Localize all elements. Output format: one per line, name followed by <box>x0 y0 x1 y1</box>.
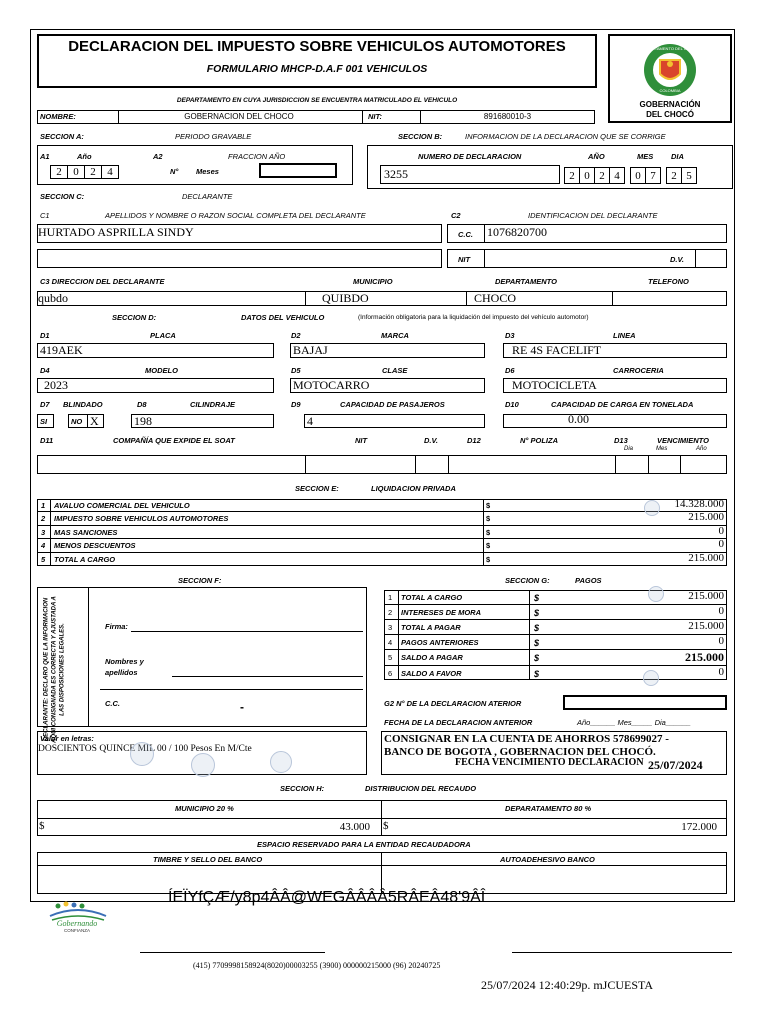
row-currency: $ <box>534 653 540 663</box>
telefono-label: TELEFONO <box>648 277 689 286</box>
declarante-nombre-field-2 <box>37 249 442 268</box>
a2-label: A2 <box>153 152 163 161</box>
no-mark: X <box>90 414 99 428</box>
d9-label: D9 <box>291 400 301 409</box>
poliza-label: N° POLIZA <box>520 436 558 445</box>
row-currency: $ <box>534 669 540 679</box>
watermark-stamp-icon <box>191 753 215 777</box>
timestamp: 25/07/2024 12:40:29p. mJCUESTA <box>481 978 654 992</box>
departamento-value: 172.000 <box>681 821 717 833</box>
pasajeros-field <box>304 414 485 428</box>
modelo-label: MODELO <box>145 366 178 375</box>
row-value: 0 <box>718 605 724 617</box>
seccion-b-title: INFORMACION DE LA DECLARACION QUE SE CORRIGE <box>465 132 666 141</box>
fraccion-label: FRACCION AÑO <box>228 152 286 161</box>
divider <box>362 110 363 124</box>
seccion-e-title: LIQUIDACION PRIVADA <box>371 484 456 493</box>
barcode-line-right <box>512 952 732 953</box>
blindado-label: BLINDADO <box>63 400 103 409</box>
seccion-d-title: DATOS DEL VEHICULO <box>241 313 325 322</box>
b-dia-label: DIA <box>671 152 684 161</box>
seccion-a-label: SECCION A: <box>40 132 84 141</box>
divider <box>50 526 51 539</box>
nombres-label-1: Nombres y <box>105 657 144 666</box>
meses-field[interactable] <box>259 163 337 178</box>
d12-label: D12 <box>467 436 481 445</box>
declarante-nombre: HURTADO ASPRILLA SINDY <box>38 225 194 239</box>
linea: RE 4S FACELIFT <box>512 343 602 357</box>
row-currency: $ <box>486 514 491 524</box>
c1-label: C1 <box>40 211 50 220</box>
no-label: NO <box>71 417 83 426</box>
municipio-label: MUNICIPIO <box>353 277 393 286</box>
barcode-digits: (415) 7709998158924(8020)00003255 (3900) 000000215000 (96) 20240725 <box>193 961 441 970</box>
logo-text-1: Gobernando <box>56 919 98 928</box>
b-anio-digit: 0 <box>579 167 595 184</box>
venc-mes-label: Mes <box>656 446 668 452</box>
b-mes-digit: 0 <box>630 167 646 184</box>
divider <box>695 249 696 268</box>
row-value: 0 <box>718 666 724 678</box>
a1-label: A1 <box>40 152 50 161</box>
consignar-line-3: FECHA VENCIMIENTO DECLARACION <box>455 757 644 768</box>
form-title: DECLARACION DEL IMPUESTO SOBRE VEHICULOS AUTOMOTORES <box>68 38 566 55</box>
row-number: 2 <box>41 514 46 524</box>
linea-label: LINEA <box>613 331 636 340</box>
row-value: 0 <box>718 524 724 537</box>
row-currency: $ <box>534 608 540 618</box>
row-number: 2 <box>388 608 393 617</box>
c-dv-label: D.V. <box>670 255 684 264</box>
divider <box>484 224 485 243</box>
placa: 419AEK <box>40 343 83 357</box>
si-label: SI <box>40 417 48 426</box>
row-currency: $ <box>486 501 491 510</box>
b-dia-digit: 2 <box>666 167 682 184</box>
row-label: TOTAL A CARGO <box>401 593 463 602</box>
nombres-line <box>172 676 363 677</box>
modelo-field <box>37 378 274 393</box>
carroceria-label: CARROCERIA <box>613 366 664 375</box>
cilindraje-field <box>131 414 274 428</box>
seccion-a-title: PERIODO GRAVABLE <box>175 132 252 141</box>
seccion-g-label: SECCION G: <box>505 576 550 585</box>
entity-nombre: GOBERNACION DEL CHOCO <box>184 112 294 121</box>
row-number: 1 <box>41 501 46 510</box>
venc-dia-label: Dia <box>624 446 634 452</box>
timbre-label: TIMBRE Y SELLO DEL BANCO <box>153 855 263 864</box>
municipio: QUIBDO <box>322 291 369 305</box>
d11-label: D11 <box>40 436 54 445</box>
g2-field[interactable] <box>563 695 727 710</box>
venc-label: VENCIMIENTO <box>657 436 709 445</box>
seccion-g-title: PAGOS <box>575 576 602 585</box>
barcode-line-left <box>140 952 325 953</box>
logo-caption-1: GOBERNACIÓN <box>639 100 701 109</box>
divider <box>381 852 382 894</box>
c1-title: APELLIDOS Y NOMBRE O RAZON SOCIAL COMPLETA DEL DECLARANTE <box>105 211 366 220</box>
row-currency: $ <box>534 593 540 603</box>
cc-label: C.C. <box>458 230 473 239</box>
c2-label: C2 <box>451 211 461 220</box>
d-nit-label: NIT <box>355 436 368 445</box>
form-subtitle: FORMULARIO MHCP-D.A.F 001 VEHICULOS <box>206 63 428 75</box>
row-number: 4 <box>388 638 393 647</box>
divider <box>50 539 51 552</box>
d7-label: D7 <box>40 400 50 409</box>
row-number: 6 <box>388 669 393 678</box>
departamento: CHOCO <box>474 291 517 305</box>
row-value: 215.000 <box>688 511 724 524</box>
nombres-line-2 <box>100 689 363 690</box>
soat-label: COMPAÑÍA QUE EXPIDE EL SOAT <box>113 436 235 445</box>
carga: 0.00 <box>568 412 589 426</box>
row-value: 0 <box>718 538 724 551</box>
nombre-label: NOMBRE: <box>40 112 76 121</box>
row-label: INTERESES DE MORA <box>401 608 482 617</box>
venc-anio-label: Año <box>696 446 707 452</box>
row-number: 3 <box>388 623 393 632</box>
row-value: 215.000 <box>688 590 724 602</box>
divider <box>612 291 613 306</box>
firma-line <box>131 631 363 632</box>
seccion-b-label: SECCION B: <box>398 132 443 141</box>
row-number: 5 <box>388 653 393 662</box>
logo-ring-text-top: DEPARTAMENTO DEL CHOCÓ <box>641 46 699 51</box>
clase-label: CLASE <box>382 366 408 375</box>
row-value: 14.328.000 <box>674 498 724 510</box>
row-currency: $ <box>534 623 540 633</box>
row-label: SALDO A PAGAR <box>401 653 463 662</box>
firma-label: Firma: <box>105 622 128 631</box>
row-number: 5 <box>41 554 46 564</box>
divider <box>50 512 51 525</box>
b-anio-digit: 2 <box>594 167 610 184</box>
fecha-vencimiento: 25/07/2024 <box>648 758 703 772</box>
row-label: TOTAL A PAGAR <box>401 623 461 632</box>
fecha-anterior-label: FECHA DE LA DECLARACION ANTERIOR <box>384 718 533 727</box>
c2-title: IDENTIFICACION DEL DECLARANTE <box>528 211 658 220</box>
divider <box>305 291 306 306</box>
row-currency: $ <box>486 554 491 564</box>
barcode-text: ÍEÏYfÇÆ/y8p4ÂÂ@WEGÂÂÂÂ5RÂEÂ48'9ÂÎ <box>168 889 486 906</box>
placa-label: PLACA <box>150 331 176 340</box>
declarante-cc: 1076820700 <box>487 225 547 239</box>
a1-digit: 2 <box>84 165 102 179</box>
a1-digit: 0 <box>67 165 85 179</box>
divider <box>87 414 88 428</box>
seccion-d-label: SECCION D: <box>112 313 157 322</box>
d13-label: D13 <box>614 436 628 445</box>
divider <box>50 499 51 512</box>
row-value: 215.000 <box>688 551 724 564</box>
consignar-line-2: BANCO DE BOGOTA , GOBERNACION DEL CHOCÓ. <box>384 746 656 758</box>
seccion-h-title: DISTRIBUCION DEL RECAUDO <box>365 784 477 793</box>
nit-label: NIT: <box>368 112 383 121</box>
entity-nit: 891680010-3 <box>483 112 532 121</box>
d6-label: D6 <box>505 366 515 375</box>
row-number: 1 <box>388 593 393 602</box>
numero-declaracion: 3255 <box>384 167 408 181</box>
cilindraje-label: CILINDRAJE <box>190 400 236 409</box>
c-nit-label: NIT <box>458 255 471 264</box>
divider <box>305 455 306 474</box>
g2-label: G2 N° DE LA DECLARACION ATERIOR <box>384 699 522 708</box>
watermark-stamp-icon <box>130 742 154 766</box>
valor-letras-label: Valor en letras: <box>40 734 94 743</box>
d8-label: D8 <box>137 400 147 409</box>
banco-box <box>37 852 727 894</box>
banco-title: ESPACIO RESERVADO PARA LA ENTIDAD RECAUDADORA <box>257 840 471 849</box>
row-currency: $ <box>534 638 540 648</box>
consignar-line-1: CONSIGNAR EN LA CUENTA DE AHORROS 578699027 - <box>384 733 669 745</box>
row-label: TOTAL A CARGO <box>54 554 116 564</box>
municipio-pct-label: MUNICIPIO 20 % <box>175 804 234 813</box>
soat-row <box>37 455 727 474</box>
d1-label: D1 <box>40 331 50 340</box>
modelo: 2023 <box>44 378 68 392</box>
direccion-row <box>37 291 727 306</box>
d2-label: D2 <box>291 331 301 340</box>
declaracion-vertical-text: DECLARANTE: DECLARO QUE LA INFORMACION AQUI CONSIGNADA ES CORRECTA Y AJUSTADA A LAS DISPOSICIONES LEGALES. <box>43 596 66 743</box>
watermark-stamp-icon <box>644 500 660 516</box>
row-label: MAS SANCIONES <box>54 527 118 537</box>
seccion-d-note: (Información obligatoria para la liquidación del impuesto del vehículo automotor) <box>358 314 589 321</box>
seccion-e-label: SECCION E: <box>295 484 339 493</box>
a1-digit: 2 <box>50 165 68 179</box>
departamento-pct-label: DEPARATAMENTO 80 % <box>505 804 592 813</box>
marca: BAJAJ <box>293 343 328 357</box>
b-anio-digit: 2 <box>564 167 580 184</box>
divider <box>37 818 727 819</box>
row-value: 0 <box>718 635 724 647</box>
n-label: N° <box>170 167 179 176</box>
divider <box>88 587 89 727</box>
divider <box>50 553 51 566</box>
row-number: 4 <box>41 541 46 551</box>
b-anio-digit: 4 <box>609 167 625 184</box>
nit-field <box>447 249 727 268</box>
row-label: AVALUO COMERCIAL DEL VEHICULO <box>54 501 190 510</box>
watermark-stamp-icon <box>648 586 664 602</box>
divider <box>484 249 485 268</box>
nombres-label-2: apellidos <box>105 668 138 677</box>
divider <box>615 455 616 474</box>
carga-label: CAPACIDAD DE CARGA EN TONELADA <box>551 400 694 409</box>
divider <box>415 455 416 474</box>
seccion-c-label: SECCION C: <box>40 192 85 201</box>
departamento-cur: $ <box>383 820 389 832</box>
f-cc-label: C.C. <box>105 699 120 708</box>
marca-label: MARCA <box>381 331 409 340</box>
divider <box>37 865 727 866</box>
numero-declaracion-label: NUMERO DE DECLARACION <box>418 152 522 161</box>
row-label: PAGOS ANTERIORES <box>401 638 479 647</box>
f-cc-value: - <box>240 700 244 714</box>
clase: MOTOCARRO <box>293 378 370 392</box>
cilindraje: 198 <box>134 414 152 428</box>
b-anio-label: AÑO <box>588 152 605 161</box>
logo-text-2: CONFIANZA <box>63 928 90 933</box>
dept-note: DEPARTAMENTO EN CUYA JURISDICCION SE ENCUENTRA MATRICULADO EL VEHICULO <box>176 97 458 104</box>
b-mes-digit: 7 <box>645 167 661 184</box>
divider <box>466 291 467 306</box>
a1-anio-label: Año <box>77 152 92 161</box>
b-mes-label: MES <box>637 152 654 161</box>
meses-label: Meses <box>196 167 219 176</box>
row-label: SALDO A FAVOR <box>401 669 462 678</box>
c3-title: C3 DIRECCION DEL DECLARANTE <box>40 277 165 286</box>
d3-label: D3 <box>505 331 515 340</box>
autoadhesivo-label: AUTOADEHESIVO BANCO <box>500 855 595 864</box>
departamento-label: DEPARTAMENTO <box>495 277 557 286</box>
d-dv-label: D.V. <box>424 436 438 445</box>
divider <box>381 800 382 836</box>
fecha-anterior-parts: Año______ Mes_____ Dia______ <box>577 718 691 727</box>
watermark-stamp-icon <box>643 670 659 686</box>
row-number: 3 <box>41 527 46 537</box>
carroceria: MOTOCICLETA <box>512 378 597 392</box>
direccion: qubdo <box>38 291 68 305</box>
watermark-stamp-icon <box>270 751 292 773</box>
logo-ring-text-bottom: COLOMBIA <box>659 88 681 93</box>
seccion-f-label: SECCION F: <box>178 576 222 585</box>
pasajeros-label: CAPACIDAD DE PASAJEROS <box>340 400 445 409</box>
d4-label: D4 <box>40 366 50 375</box>
divider <box>448 455 449 474</box>
seccion-c-title: DECLARANTE <box>182 192 233 201</box>
b-dia-digit: 5 <box>681 167 697 184</box>
pasajeros: 4 <box>307 414 313 428</box>
municipio-value: 43.000 <box>339 821 370 833</box>
d10-label: D10 <box>505 400 519 409</box>
carga-field <box>503 414 727 428</box>
row-currency: $ <box>486 527 491 537</box>
row-currency: $ <box>486 541 491 551</box>
d5-label: D5 <box>291 366 301 375</box>
row-value: 215.000 <box>688 620 724 632</box>
valor-letras: DOSCIENTOS QUINCE MIL 00 / 100 Pesos En M/Cte <box>38 744 252 754</box>
row-label: MENOS DESCUENTOS <box>54 541 136 551</box>
row-label: IMPUESTO SOBRE VEHICULOS AUTOMOTORES <box>54 514 229 524</box>
a1-digit: 4 <box>101 165 119 179</box>
divider <box>680 455 681 474</box>
row-value: 215.000 <box>685 650 724 664</box>
divider <box>648 455 649 474</box>
seccion-h-label: SECCION H: <box>280 784 325 793</box>
logo-caption-2: DEL CHOCÓ <box>646 110 694 119</box>
municipio-cur: $ <box>39 820 45 832</box>
